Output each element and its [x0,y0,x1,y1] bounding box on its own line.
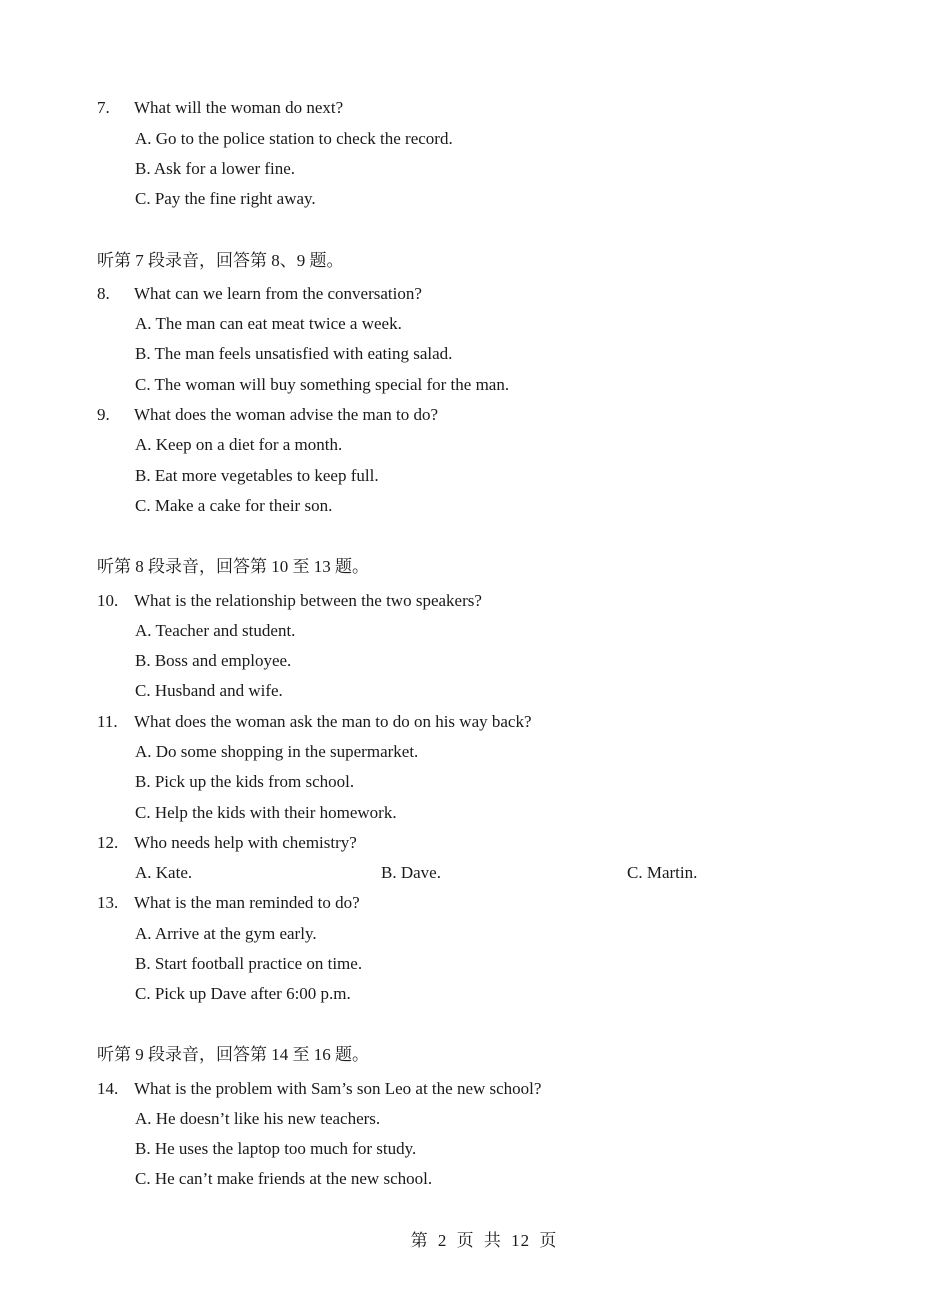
question-stem: What can we learn from the conversation? [134,284,422,303]
option-b: B. He uses the laptop too much for study. [135,1139,417,1158]
option-c: C. He can’t make friends at the new school. [135,1169,433,1188]
question-stem: What does the woman ask the man to do on his way back? [134,712,532,731]
question-number: 8. [97,284,110,303]
question-stem: What is the problem with Sam’s son Leo at the new school? [134,1079,542,1098]
option-a: A. Keep on a diet for a month. [135,435,343,454]
option-a: A. The man can eat meat twice a week. [135,314,402,333]
option-a: A. Do some shopping in the supermarket. [135,742,419,761]
option-b: B. Dave. [381,863,441,882]
section-heading-9: 听第 9 段录音，回答第 14 至 16 题。 [97,1045,369,1064]
question-stem: What will the woman do next? [134,98,344,117]
option-b: B. Pick up the kids from school. [135,772,355,791]
question-number: 9. [97,405,110,424]
option-a: A. Teacher and student. [135,621,296,640]
option-b: B. Ask for a lower fine. [135,159,296,178]
question-number: 14. [97,1079,119,1098]
option-a: A. Arrive at the gym early. [135,924,317,943]
option-c: C. Pay the fine right away. [135,189,316,208]
question-stem: Who needs help with chemistry? [134,833,357,852]
question-stem: What is the relationship between the two speakers? [134,591,482,610]
option-c: C. The woman will buy something special for the man. [135,375,510,394]
option-b: B. Start football practice on time. [135,954,363,973]
question-stem: What is the man reminded to do? [134,893,360,912]
option-c: C. Husband and wife. [135,681,283,700]
question-number: 13. [97,893,119,912]
question-number: 10. [97,591,119,610]
option-b: B. Boss and employee. [135,651,292,670]
option-c: C. Help the kids with their homework. [135,803,397,822]
option-a: A. He doesn’t like his new teachers. [135,1109,381,1128]
section-heading-7: 听第 7 段录音，回答第 8、9 题。 [97,251,344,270]
option-c: C. Martin. [627,863,698,882]
option-b: B. The man feels unsatisfied with eating salad. [135,344,453,363]
option-c: C. Pick up Dave after 6:00 p.m. [135,984,351,1003]
question-stem: What does the woman advise the man to do? [134,405,439,424]
option-b: B. Eat more vegetables to keep full. [135,466,379,485]
question-number: 7. [97,98,110,117]
page-footer: 第 2 页 共 12 页 [410,1231,558,1250]
option-c: C. Make a cake for their son. [135,496,333,515]
question-number: 12. [97,833,119,852]
section-heading-8: 听第 8 段录音，回答第 10 至 13 题。 [97,557,369,576]
question-number: 11. [97,712,118,731]
option-a: A. Kate. [135,863,193,882]
option-a: A. Go to the police station to check the record. [135,129,453,148]
